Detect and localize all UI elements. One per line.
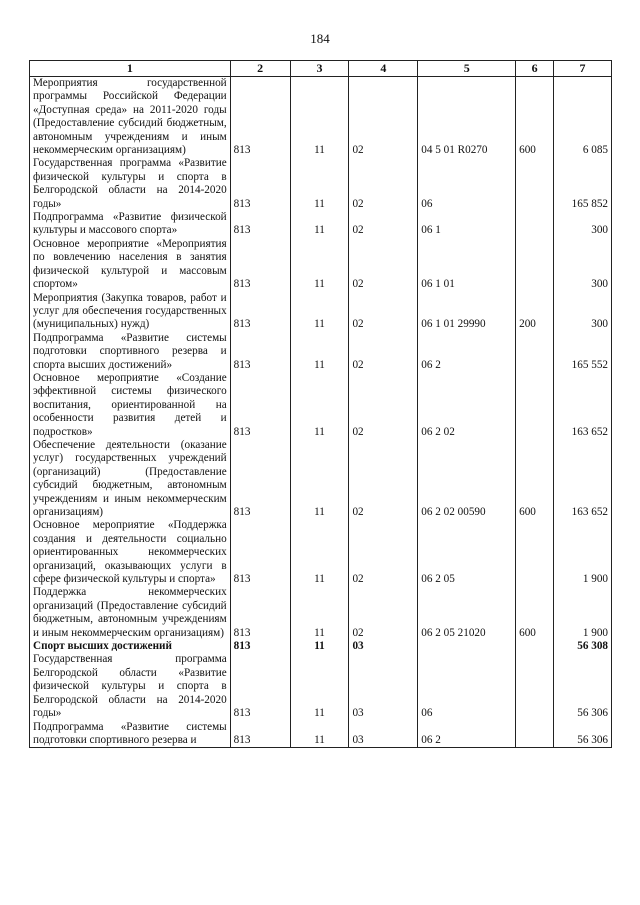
subsection-cell: 02 <box>349 372 418 439</box>
subsection-cell: 02 <box>349 157 418 211</box>
target-article-cell: 06 <box>418 653 516 720</box>
expense-type-cell <box>516 721 554 748</box>
amount-cell: 56 306 <box>554 721 612 748</box>
row-name-cell: Спорт высших достижений <box>30 640 231 653</box>
section-cell: 11 <box>290 238 349 292</box>
subsection-cell: 02 <box>349 519 418 586</box>
table-row <box>30 653 612 720</box>
row-name-cell: Подпрограмма «Развитие системы подготовки спортивного резерва и спорта высших достижений» <box>30 332 231 372</box>
table-row <box>30 157 612 211</box>
table-row <box>30 372 612 439</box>
section-cell: 11 <box>290 77 349 158</box>
amount-cell: 300 <box>554 238 612 292</box>
target-article-cell: 06 2 05 <box>418 519 516 586</box>
column-header: 2 <box>230 61 290 77</box>
amount-cell: 56 308 <box>554 640 612 653</box>
section-cell: 11 <box>290 519 349 586</box>
target-article-cell: 04 5 01 R0270 <box>418 77 516 158</box>
admin-code-cell: 813 <box>230 332 290 372</box>
admin-code-cell: 813 <box>230 586 290 640</box>
page-number: 184 <box>310 31 330 46</box>
expense-type-cell <box>516 238 554 292</box>
admin-code-cell: 813 <box>230 653 290 720</box>
expense-type-cell <box>516 332 554 372</box>
table-row <box>30 586 612 640</box>
expense-type-cell <box>516 653 554 720</box>
subsection-cell: 02 <box>349 332 418 372</box>
expense-type-cell: 600 <box>516 77 554 158</box>
column-header: 5 <box>418 61 516 77</box>
row-name-cell: Основное мероприятие «Создание эффективной системы физического воспитания, ориентированной на особенности развития детей и подростков» <box>30 372 231 439</box>
amount-cell: 165 852 <box>554 157 612 211</box>
section-cell: 11 <box>290 721 349 748</box>
section-cell: 11 <box>290 292 349 332</box>
amount-cell: 1 900 <box>554 519 612 586</box>
subsection-cell: 02 <box>349 238 418 292</box>
section-cell: 11 <box>290 653 349 720</box>
expense-type-cell: 200 <box>516 292 554 332</box>
expense-type-cell <box>516 157 554 211</box>
row-name-cell: Поддержка некоммерческих организаций (Предоставление субсидий бюджетным, автономным учреждениям и иным некоммерческим организациям) <box>30 586 231 640</box>
section-cell: 11 <box>290 640 349 653</box>
subsection-cell: 02 <box>349 439 418 519</box>
target-article-cell: 06 2 05 21020 <box>418 586 516 640</box>
row-name-cell: Основное мероприятие «Поддержка создания и деятельности социально ориентированных некоммерческих организаций, оказывающих услуги в сфере физической культуры и спорта» <box>30 519 231 586</box>
amount-cell: 300 <box>554 292 612 332</box>
expense-type-cell <box>516 519 554 586</box>
row-name-cell: Подпрограмма «Развитие системы подготовки спортивного резерва и <box>30 721 231 748</box>
admin-code-cell: 813 <box>230 721 290 748</box>
row-name-cell: Обеспечение деятельности (оказание услуг) государственных учреждений (организаций) (Предоставление субсидий бюджетным, автономным учреждениям и иным некоммерческим организациям) <box>30 439 231 519</box>
table-row <box>30 640 612 653</box>
amount-cell: 6 085 <box>554 77 612 158</box>
column-header-row <box>30 61 612 77</box>
target-article-cell: 06 2 02 <box>418 372 516 439</box>
admin-code-cell: 813 <box>230 640 290 653</box>
expense-type-cell <box>516 372 554 439</box>
amount-cell: 165 552 <box>554 332 612 372</box>
admin-code-cell: 813 <box>230 211 290 238</box>
amount-cell: 1 900 <box>554 586 612 640</box>
expense-type-cell <box>516 640 554 653</box>
column-header: 1 <box>30 61 231 77</box>
table-row <box>30 77 612 158</box>
admin-code-cell: 813 <box>230 292 290 332</box>
amount-cell: 300 <box>554 211 612 238</box>
section-cell: 11 <box>290 332 349 372</box>
table-row <box>30 238 612 292</box>
column-header: 7 <box>554 61 612 77</box>
subsection-cell: 02 <box>349 586 418 640</box>
subsection-cell: 03 <box>349 721 418 748</box>
admin-code-cell: 813 <box>230 372 290 439</box>
expense-type-cell: 600 <box>516 586 554 640</box>
subsection-cell: 02 <box>349 77 418 158</box>
subsection-cell: 02 <box>349 211 418 238</box>
row-name-cell: Основное мероприятие «Мероприятия по вовлечению населения в занятия физической культурой и массовым спортом» <box>30 238 231 292</box>
budget-table <box>29 60 612 748</box>
row-name-cell: Государственная программа Белгородской области «Развитие физической культуры и спорта в Белгородской области на 2014-2020 годы» <box>30 653 231 720</box>
admin-code-cell: 813 <box>230 519 290 586</box>
admin-code-cell: 813 <box>230 157 290 211</box>
table-row <box>30 439 612 519</box>
table-row <box>30 721 612 748</box>
table-body <box>30 77 612 748</box>
target-article-cell <box>418 640 516 653</box>
section-cell: 11 <box>290 586 349 640</box>
target-article-cell: 06 1 <box>418 211 516 238</box>
section-cell: 11 <box>290 157 349 211</box>
target-article-cell: 06 2 <box>418 332 516 372</box>
table-row <box>30 332 612 372</box>
row-name-cell: Мероприятия (Закупка товаров, работ и услуг для обеспечения государственных (муниципальных) нужд) <box>30 292 231 332</box>
admin-code-cell: 813 <box>230 238 290 292</box>
amount-cell: 163 652 <box>554 439 612 519</box>
target-article-cell: 06 2 <box>418 721 516 748</box>
table-row <box>30 211 612 238</box>
column-header: 6 <box>516 61 554 77</box>
row-name-cell: Мероприятия государственной программы Российской Федерации «Доступная среда» на 2011-2020 годы (Предоставление субсидий бюджетным, автономным учреждениям и иным некоммерческим организациям) <box>30 77 231 158</box>
table-row <box>30 519 612 586</box>
subsection-cell: 03 <box>349 653 418 720</box>
section-cell: 11 <box>290 372 349 439</box>
subsection-cell: 03 <box>349 640 418 653</box>
target-article-cell: 06 2 02 00590 <box>418 439 516 519</box>
row-name-cell: Государственная программа «Развитие физической культуры и спорта в Белгородской области на 2014-2020 годы» <box>30 157 231 211</box>
section-cell: 11 <box>290 439 349 519</box>
target-article-cell: 06 <box>418 157 516 211</box>
target-article-cell: 06 1 01 29990 <box>418 292 516 332</box>
table-row <box>30 292 612 332</box>
admin-code-cell: 813 <box>230 77 290 158</box>
section-cell: 11 <box>290 211 349 238</box>
column-header: 4 <box>349 61 418 77</box>
expense-type-cell: 600 <box>516 439 554 519</box>
expense-type-cell <box>516 211 554 238</box>
target-article-cell: 06 1 01 <box>418 238 516 292</box>
row-name-cell: Подпрограмма «Развитие физической культуры и массового спорта» <box>30 211 231 238</box>
column-header: 3 <box>290 61 349 77</box>
subsection-cell: 02 <box>349 292 418 332</box>
amount-cell: 56 306 <box>554 653 612 720</box>
admin-code-cell: 813 <box>230 439 290 519</box>
amount-cell: 163 652 <box>554 372 612 439</box>
